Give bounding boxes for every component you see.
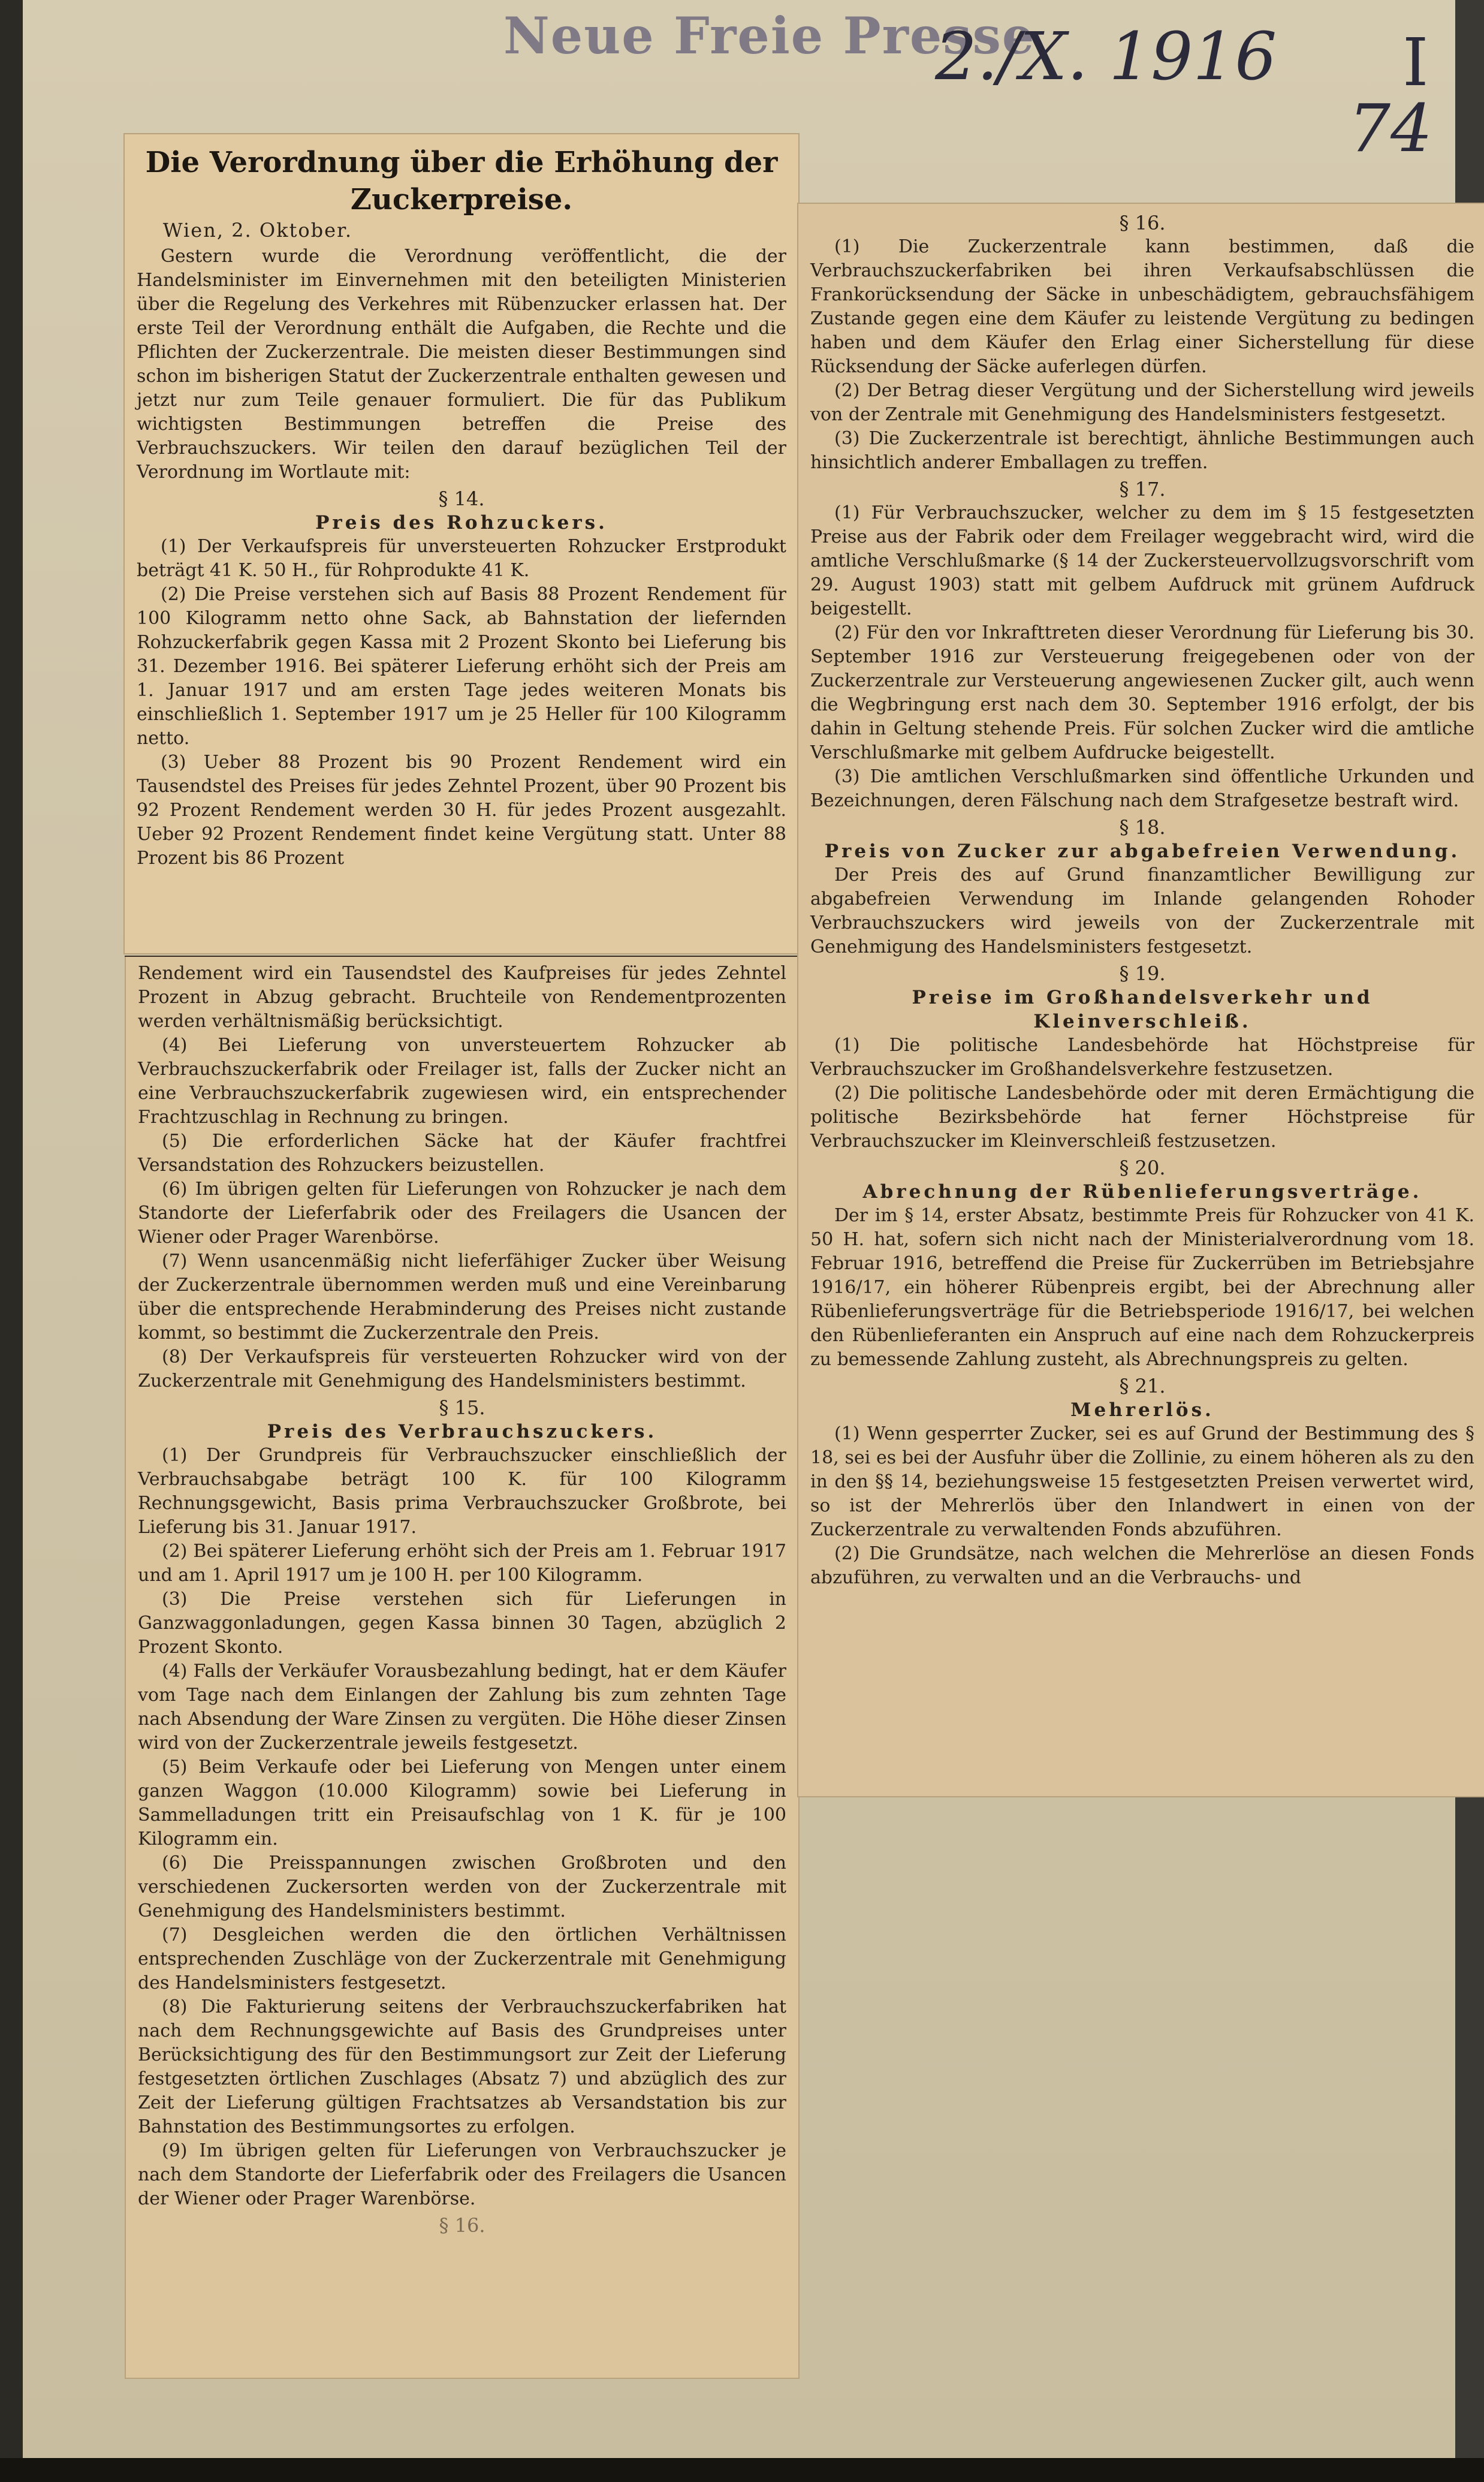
section-14-title: Preis des Rohzuckers. <box>315 512 608 534</box>
section-17-number: § 17. <box>1119 478 1166 501</box>
scan-edge-left <box>0 0 23 2482</box>
section-18-para-1: Der Preis des auf Grund finanzamtlicher Bewilligung zur abgabefreien Verwendung im Inlande gelangenden Rohoder Verbrauchszuckers wird jeweils von der Zuckerzentrale mit Genehmigung des Handelsministers festgesetzt. <box>810 865 1474 957</box>
section-14-para-6: (6) Im übrigen gelten für Lieferungen von Rohzucker je nach dem Standorte der Lieferfabrik oder des Freilagers die Usancen der Wiener oder Prager Warenbörse. <box>138 1179 786 1248</box>
section-15-title: Preis des Verbrauchszuckers. <box>267 1421 657 1442</box>
section-16-para-2: (2) Der Betrag dieser Vergütung und der Sicherstellung wird jeweils von der Zentrale mit Genehmigung des Handelsministers festgesetzt. <box>810 380 1474 425</box>
section-20-number: § 20. <box>1119 1156 1166 1179</box>
intro-block <box>137 245 786 870</box>
handwritten-date <box>935 18 1277 102</box>
section-19-number: § 19. <box>1119 962 1166 985</box>
section-15-para-9: (9) Im übrigen gelten für Lieferungen von Verbrauchszucker je nach dem Standorte der Lieferfabrik oder des Freilagers die Usancen der Wiener oder Prager Warenbörse. <box>138 2140 786 2209</box>
section-15-number: § 15. <box>439 1396 485 1419</box>
headline-line-2: Zuckerpreise. <box>350 183 573 216</box>
section-20-title: Abrechnung der Rübenlieferungsverträge. <box>862 1181 1422 1203</box>
headline-line-1: Die Verordnung über die Erhöhung der <box>145 146 778 179</box>
section-15-para-1: (1) Der Grundpreis für Verbrauchszucker einschließlich der Verbrauchsabgabe beträgt 100 K. für 100 Kilogramm Rechnungsgewicht, Basis prima Verbrauchszucker Großbrote, bei Lieferung bis 31. Januar 1917. <box>138 1445 786 1538</box>
section-14-para-5: (5) Die erforderlichen Säcke hat der Käufer frachtfrei Versandstation des Rohzuckers beizustellen. <box>138 1131 786 1176</box>
section-15-para-4: (4) Falls der Verkäufer Vorausbezahlung bedingt, hat er dem Käufer vom Tage nach dem Einlangen der Zahlung bis zum zehnten Tage nach Absendung der Ware Zinsen zu vergüten. Die Höhe dieser Zinsen wird von der Zuckerzentrale jeweils festgesetzt. <box>138 1661 786 1754</box>
handwritten-date-text: 2./X. 1916 <box>935 18 1277 95</box>
intro-paragraph: Gestern wurde die Verordnung veröffentlicht, die der Handelsminister im Einvernehmen mit den beteiligten Ministerien über die Regelung des Verkehres mit Rübenzucker erlassen hat. Der erste Teil der Verordnung enthält die Aufgaben, die Rechte und die Pflichten der Zuckerzentrale. Die meisten dieser Bestimmungen sind schon im bisherigen Statut der Zuckerzentrale enthalten gewesen und jetzt nur zum Teile genauer formuliert. Die für das Publikum wichtigsten Bestimmungen betreffen die Preise des Verbrauchszuckers. Wir teilen den darauf bezüglichen Teil der Verordnung im Wortlaute mit: <box>137 246 786 483</box>
section-21-para-2: (2) Die Grundsätze, nach welchen die Mehrerlöse an diesen Fonds abzuführen, zu verwalten und an die Verbrauchs- und <box>810 1543 1474 1588</box>
section-15-para-8: (8) Die Fakturierung seitens der Verbrauchszuckerfabriken hat nach dem Rechnungsgewichte auf Basis des Grundpreises unter Berücksichtigung des für den Bestimmungsort zur Zeit der Lieferung festgesetzten örtlichen Zuschlages (Absatz 7) und abzüglich des zur Zeit der Lieferung gültigen Frachtsatzes ab Versandstation bis zur Bahnstation des Bestimmungsortes zu erfolgen. <box>138 1996 786 2137</box>
clipping-sections-16-21 <box>797 203 1484 1797</box>
right-column-text <box>810 209 1474 1590</box>
section-17-para-2: (2) Für den vor Inkrafttreten dieser Verordnung für Lieferung bis 30. September 1916 zur Versteuerung freigegebenen oder von der Zuckerzentrale zur Versteuerung angewiesenen Zucker gilt, auch wenn die Wegbringung erst nach dem 30. September 1916 erfolgt, der bis dahin in Geltung stehende Preis. Für solchen Zucker wird die amtliche Verschlußmarke mit gelbem Aufdrucke beigestellt. <box>810 622 1474 763</box>
section-14-para-7: (7) Wenn usancenmäßig nicht lieferfähiger Zucker über Weisung der Zuckerzentrale übernommen werden muß und eine Vereinbarung über die entsprechende Herabminderung des Preises nicht zustande kommt, so bestimmt die Zuckerzentrale den Preis. <box>138 1251 786 1344</box>
section-17-para-1: (1) Für Verbrauchszucker, welcher zu dem im § 15 festgesetzten Preise aus der Fabrik oder dem Freilager weggebracht wird, wird die amtliche Verschlußmarke (§ 14 der Zuckersteuervollzugsvorschrift vom 29. August 1903) statt mit gelbem Aufdruck mit grünem Aufdruck beigestellt. <box>810 502 1474 619</box>
section-19-para-1: (1) Die politische Landesbehörde hat Höchstpreise für Verbrauchszucker im Großhandelsverkehre festzusetzen. <box>810 1035 1474 1080</box>
section-17-para-3: (3) Die amtlichen Verschlußmarken sind öffentliche Urkunden und Bezeichnungen, deren Fälschung nach dem Strafgesetze bestraft wird. <box>810 766 1474 811</box>
dateline: Wien, 2. Oktober. <box>162 219 352 242</box>
section-16-para-3: (3) Die Zuckerzentrale ist berechtigt, ähnliche Bestimmungen auch hinsichtlich anderer Emballagen zu treffen. <box>810 428 1474 473</box>
section-15-para-3: (3) Die Preise verstehen sich für Lieferungen in Ganzwaggonladungen, gegen Kassa binnen 30 Tagen, abzüglich 2 Prozent Skonto. <box>138 1589 786 1658</box>
section-15-para-5: (5) Beim Verkaufe oder bei Lieferung von Mengen unter einem ganzen Waggon (10.000 Kilogramm) sowie bei Lieferung in Sammelladungen tritt ein Preisaufschlag von 1 K. für je 100 Kilogramm ein. <box>138 1757 786 1850</box>
section-18-title: Preis von Zucker zur abgabefreien Verwendung. <box>824 841 1461 862</box>
handwritten-roman-numeral: I <box>1402 24 1429 101</box>
section-21-para-1: (1) Wenn gesperrter Zucker, sei es auf Grund der Bestimmung des § 18, sei es bei der Ausfuhr über die Zollinie, zu einem höheren als zu den in den §§ 14, beziehungsweise 15 festgesetzten Preisen verwertet wird, so ist der Mehrerlös über den Inlandwert in einen von der Zuckerzentrale zu verwaltenden Fonds abzuführen. <box>810 1423 1474 1540</box>
newspaper-stamp: Neue Freie Presse <box>503 6 1036 65</box>
section-16-para-1: (1) Die Zuckerzentrale kann bestimmen, daß die Verbrauchszuckerfabriken bei ihren Verkaufsabschlüssen die Frankorücksendung der Säcke in unbeschädigtem, gebrauchsfähigem Zustande gegen eine dem Käufer zu leistende Vergütung zu bedingen haben und dem Käufer den Erlag einer Sicherstellung für diese Rücksendung der Säcke auferlegen dürfen. <box>810 236 1474 377</box>
section-15-para-7: (7) Desgleichen werden die den örtlichen Verhältnissen entsprechenden Zuschläge von der Zuckerzentrale mit Genehmigung des Handelsministers festgesetzt. <box>138 1924 786 1993</box>
clipping-sections-14-15 <box>125 956 800 2379</box>
section-14-para-3: (3) Ueber 88 Prozent bis 90 Prozent Rendement wird ein Tausendstel des Preises für jedes Zehntel Prozent, über 90 Prozent bis 92 Prozent Rendement werden 30 H. für jedes Prozent ausgezahlt. Ueber 92 Prozent Rendement findet keine Vergütung statt. Unter 88 Prozent bis 86 Prozent <box>137 752 786 869</box>
section-14-number: § 14. <box>438 487 485 510</box>
section-16-cut-heading: § 16. <box>439 2214 485 2237</box>
clipping-headline-section <box>123 133 800 954</box>
scan-edge-bottom <box>0 2458 1484 2482</box>
section-14-para-3-continued: Rendement wird ein Tausendstel des Kaufpreises für jedes Zehntel Prozent in Abzug gebracht. Bruchteile von Rendementprozenten werden verhältnismäßig berücksichtigt. <box>138 963 786 1032</box>
section-15-para-2: (2) Bei späterer Lieferung erhöht sich der Preis am 1. Februar 1917 und am 1. April 1917 um je 100 H. per 100 Kilogramm. <box>138 1541 786 1586</box>
section-14-para-8: (8) Der Verkaufspreis für versteuerten Rohzucker wird von der Zuckerzentrale mit Genehmigung des Handelsministers bestimmt. <box>138 1347 786 1391</box>
section-14-para-4: (4) Bei Lieferung von unversteuertem Rohzucker ab Verbrauchszuckerfabrik oder Freilager ist, falls der Zucker nicht an eine Verbrauchszuckerfabrik zugewiesen wird, ein entsprechender Frachtzuschlag in Rechnung zu bringen. <box>138 1035 786 1128</box>
section-19-title: Preise im Großhandelsverkehr und Kleinverschleiß. <box>912 987 1373 1032</box>
section-14-continued <box>138 962 786 2237</box>
article-headline <box>135 144 788 218</box>
section-21-title: Mehrerlös. <box>1070 1399 1214 1421</box>
section-15-para-6: (6) Die Preisspannungen zwischen Großbroten und den verschiedenen Zuckersorten werden von der Zuckerzentrale mit Genehmigung des Handelsministers bestimmt. <box>138 1853 786 1921</box>
section-16-number: § 16. <box>1119 212 1166 234</box>
clip-top-rule <box>125 956 800 957</box>
section-18-number: § 18. <box>1119 816 1166 839</box>
section-14-para-1: (1) Der Verkaufspreis für unversteuerten Rohzucker Erstprodukt beträgt 41 K. 50 H., für Rohprodukte 41 K. <box>137 536 786 581</box>
section-20-para-1: Der im § 14, erster Absatz, bestimmte Preis für Rohzucker von 41 K. 50 H. hat, sofern sich nicht nach der Ministerialverordnung vom 18. Februar 1916, betreffend die Preise für Zuckerrüben im Betriebsjahre 1916/17, ein höherer Rübenpreis ergibt, bei der Abrechnung aller Rübenlieferungsverträge für die Betriebsperiode 1916/17, bei welchen den Rübenlieferanten ein Anspruch auf eine nach dem Rohzuckerpreis zu bemessende Zahlung zusteht, als Abrechnungspreis zu gelten. <box>810 1205 1474 1370</box>
section-19-para-2: (2) Die politische Landesbehörde oder mit deren Ermächtigung die politische Bezirksbehörde hat ferner Höchstpreise für Verbrauchszucker im Kleinverschleiß festzusetzen. <box>810 1083 1474 1152</box>
handwritten-page-number: 74 <box>1349 90 1432 167</box>
section-14-para-2: (2) Die Preise verstehen sich auf Basis 88 Prozent Rendement für 100 Kilogramm netto ohne Sack, ab Bahnstation der liefernden Rohzuckerfabrik gegen Kassa mit 2 Prozent Skonto bei Lieferung bis 31. Dezember 1916. Bei späterer Lieferung erhöht sich der Preis am 1. Januar 1917 und am ersten Tage jedes weiteren Monats bis einschließlich 1. September 1917 um je 25 Heller für 100 Kilogramm netto. <box>137 584 786 749</box>
section-21-number: § 21. <box>1119 1375 1166 1397</box>
